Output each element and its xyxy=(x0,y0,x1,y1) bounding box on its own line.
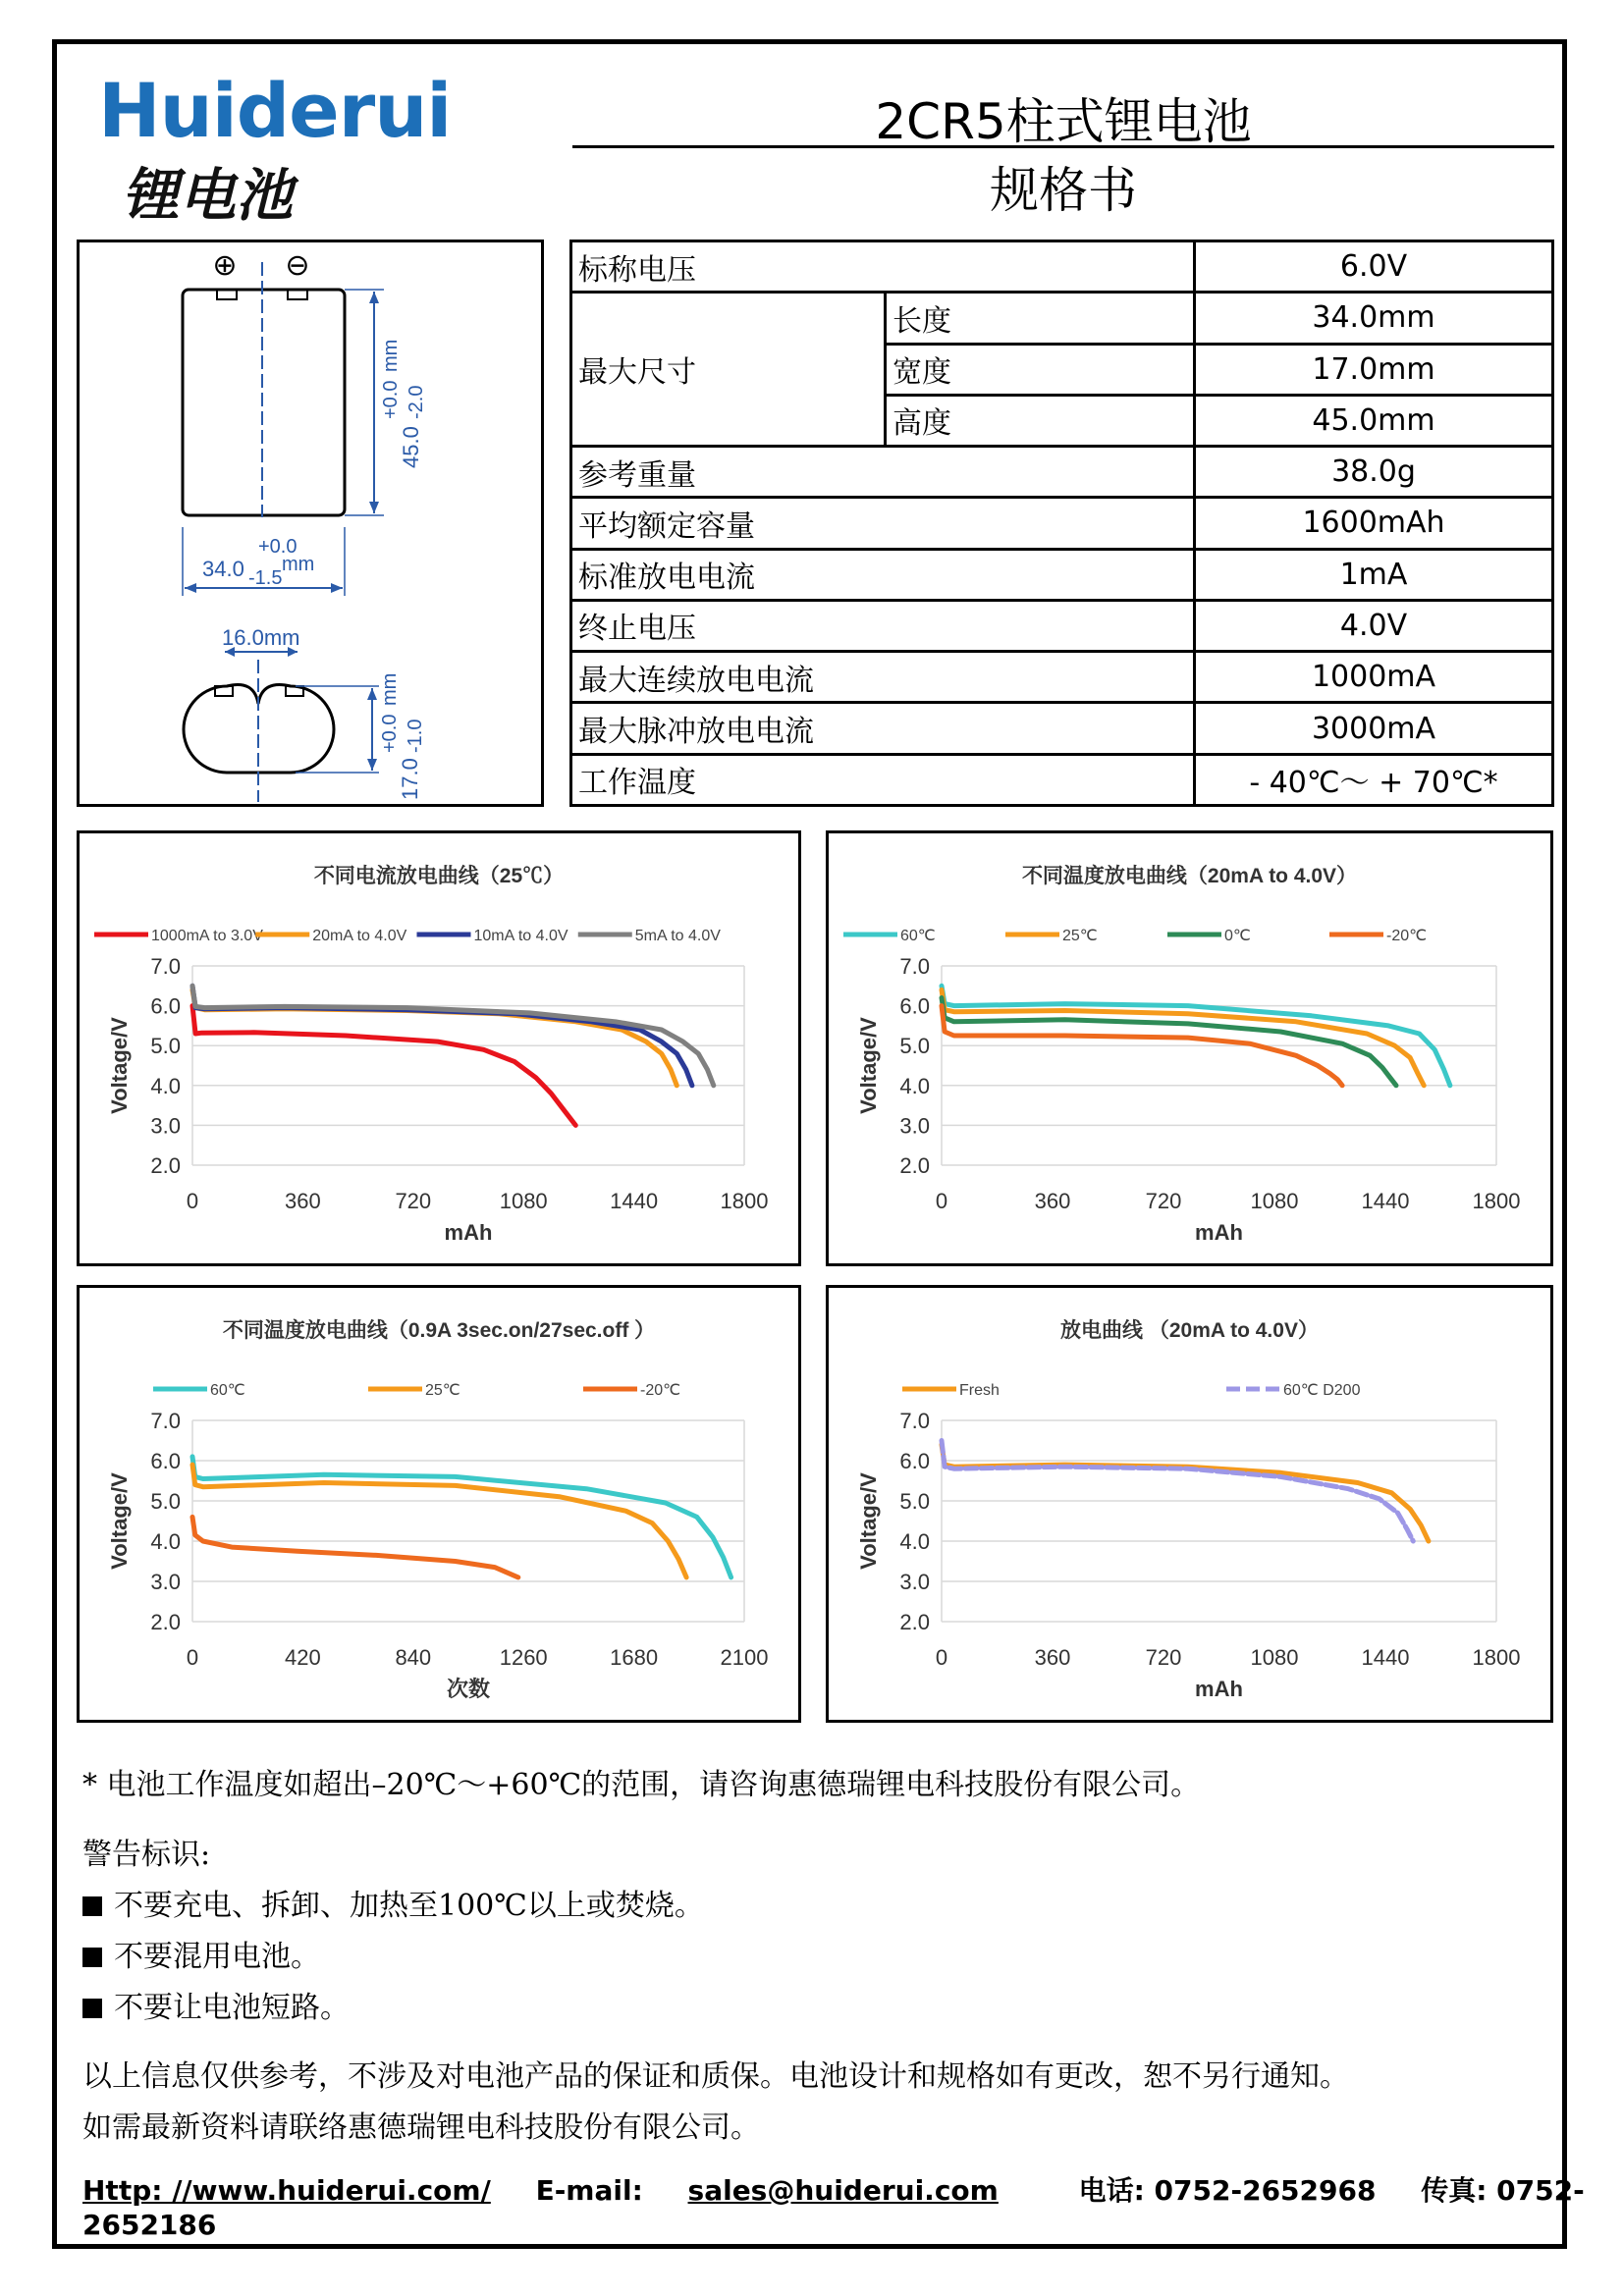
y-tick-label: 4.0 xyxy=(899,1073,930,1098)
x-tick-label: 1800 xyxy=(1472,1645,1521,1670)
spec-value: 4.0V xyxy=(1195,600,1553,651)
y-tick-label: 6.0 xyxy=(899,1449,930,1473)
chart-title: 不同温度放电曲线（20mA to 4.0V） xyxy=(1021,865,1358,887)
spec-sublabel: 宽度 xyxy=(886,344,1195,395)
spec-value: 45.0mm xyxy=(1195,395,1553,446)
depth-dim-label: 17.0 xyxy=(398,758,422,800)
x-tick-label: 360 xyxy=(1034,1645,1071,1670)
legend-entry: 60℃ xyxy=(210,1382,245,1399)
spec-value: 1600mAh xyxy=(1195,498,1553,549)
x-tick-label: 720 xyxy=(1145,1189,1182,1213)
chart-pulse-discharge xyxy=(77,1285,801,1723)
chart-svg xyxy=(829,833,1550,1263)
legend-entry: 20mA to 4.0V xyxy=(312,928,407,944)
x-axis-label: mAh xyxy=(1195,1677,1243,1701)
table-row xyxy=(571,549,1553,600)
series-line xyxy=(192,1517,518,1577)
height-dim-label: 45.0 xyxy=(399,426,423,468)
x-tick-label: 720 xyxy=(395,1189,432,1213)
y-tick-label: 4.0 xyxy=(150,1073,181,1098)
y-tick-label: 2.0 xyxy=(899,1153,930,1178)
spec-label: 平均额定容量 xyxy=(571,498,1195,549)
y-tick-label: 2.0 xyxy=(150,1610,181,1634)
height-unit: mm xyxy=(380,339,402,372)
width-unit: mm xyxy=(282,554,315,575)
spec-value: 1mA xyxy=(1195,549,1553,600)
warning-text: 不要混用电池。 xyxy=(114,1940,320,1974)
x-axis-label: 次数 xyxy=(446,1677,491,1701)
x-tick-label: 1080 xyxy=(1250,1189,1299,1213)
y-tick-label: 3.0 xyxy=(899,1113,930,1139)
width-tol-bot: -1.5 xyxy=(248,567,283,589)
y-tick-label: 7.0 xyxy=(899,954,930,979)
minus-terminal-icon: ⊖ xyxy=(285,249,310,282)
legend-entry: -20℃ xyxy=(1386,928,1428,944)
warning-text: 不要充电、拆卸、加热至100℃以上或焚烧。 xyxy=(114,1889,704,1923)
disclaimer-line: 如需最新资料请联络惠德瑞锂电科技股份有限公司。 xyxy=(82,2110,760,2145)
legend-entry: 25℃ xyxy=(1062,928,1098,944)
legend-entry: 10mA to 4.0V xyxy=(473,928,568,944)
spec-sublabel: 长度 xyxy=(886,293,1195,344)
depth-tol-bot: -1.0 xyxy=(405,719,426,753)
phone-number: 电话: 0752-2652968 xyxy=(1078,2174,1377,2207)
chart-temperature-discharge xyxy=(826,830,1553,1266)
spec-value: 38.0g xyxy=(1195,447,1553,498)
website-link[interactable]: Http: //www.huiderui.com/ xyxy=(82,2174,491,2207)
bullet-square-icon xyxy=(82,1896,102,1916)
spec-label: 标准放电电流 xyxy=(571,549,1195,600)
warning-title: 警告标识: xyxy=(82,1838,211,1872)
legend-entry: 60℃ D200 xyxy=(1283,1382,1361,1399)
x-tick-label: 1440 xyxy=(610,1189,659,1213)
spec-value: 1000mA xyxy=(1195,652,1553,703)
y-tick-label: 3.0 xyxy=(150,1570,181,1594)
y-tick-label: 7.0 xyxy=(150,954,181,979)
y-tick-label: 7.0 xyxy=(899,1409,930,1433)
y-tick-label: 4.0 xyxy=(150,1529,181,1554)
chart-svg xyxy=(80,833,798,1263)
spec-label: 终止电压 xyxy=(571,600,1195,651)
x-tick-label: 1080 xyxy=(1250,1645,1299,1670)
x-tick-label: 360 xyxy=(285,1189,321,1213)
width-tol-top: +0.0 xyxy=(258,536,298,558)
table-row xyxy=(571,703,1553,754)
spec-label: 最大脉冲放电电流 xyxy=(571,703,1195,754)
depth-tol-top: +0.0 xyxy=(379,714,401,753)
legend-entry: -20℃ xyxy=(640,1382,681,1399)
y-axis-label: Voltage/V xyxy=(107,1472,132,1570)
spec-label: 参考重量 xyxy=(571,447,1195,498)
legend-entry: 0℃ xyxy=(1224,928,1251,944)
chart-title: 不同电流放电曲线（25℃） xyxy=(313,865,565,887)
x-tick-label: 1800 xyxy=(1472,1189,1521,1213)
legend-entry: 60℃ xyxy=(900,928,936,944)
spec-label: 最大连续放电电流 xyxy=(571,652,1195,703)
brand-logo: Huiderui xyxy=(98,67,452,154)
x-tick-label: 1680 xyxy=(610,1645,659,1670)
chart-current-discharge xyxy=(77,830,801,1266)
x-axis-label: mAh xyxy=(444,1220,493,1245)
y-tick-label: 5.0 xyxy=(150,1034,181,1059)
x-tick-label: 1440 xyxy=(1361,1189,1410,1213)
y-tick-label: 6.0 xyxy=(150,1449,181,1473)
document-title: 2CR5柱式锂电池 xyxy=(875,93,1252,150)
y-tick-label: 3.0 xyxy=(899,1570,930,1594)
series-line xyxy=(192,986,692,1086)
series-line xyxy=(942,1441,1413,1542)
y-tick-label: 5.0 xyxy=(899,1489,930,1514)
y-tick-label: 5.0 xyxy=(150,1489,181,1514)
y-tick-label: 4.0 xyxy=(899,1529,930,1554)
fax-number: 传真: 0752-2652186 xyxy=(82,2174,1585,2241)
warning-item xyxy=(82,1932,320,1975)
spec-label: 标称电压 xyxy=(571,241,1195,293)
legend-entry: 1000mA to 3.0V xyxy=(151,928,263,944)
x-tick-label: 1260 xyxy=(499,1645,548,1670)
width-dim-label: 34.0 xyxy=(202,557,244,581)
y-tick-label: 5.0 xyxy=(899,1034,930,1059)
table-row xyxy=(571,652,1553,703)
y-axis-label: Voltage/V xyxy=(107,1017,132,1114)
plus-terminal-icon: ⊕ xyxy=(212,249,238,282)
chart-svg xyxy=(829,1288,1550,1720)
series-line xyxy=(192,1457,731,1577)
series-line xyxy=(192,1006,575,1126)
height-tol-top: +0.0 xyxy=(380,380,402,419)
spec-value: 17.0mm xyxy=(1195,344,1553,395)
series-line xyxy=(192,989,676,1085)
legend-entry: 25℃ xyxy=(425,1382,460,1399)
x-tick-label: 0 xyxy=(186,1189,199,1213)
contact-footer xyxy=(82,2169,1623,2241)
legend-entry: Fresh xyxy=(959,1382,1000,1399)
chart-svg xyxy=(80,1288,798,1720)
spec-label: 最大尺寸 xyxy=(571,293,886,447)
x-tick-label: 420 xyxy=(285,1645,321,1670)
title-divider xyxy=(572,145,1554,148)
table-row xyxy=(571,447,1553,498)
depth-unit: mm xyxy=(379,672,401,706)
height-tol-bot: -2.0 xyxy=(406,385,427,419)
email-link[interactable]: sales@huiderui.com xyxy=(687,2174,999,2207)
x-tick-label: 0 xyxy=(186,1645,199,1670)
chart-fresh-vs-aged xyxy=(826,1285,1553,1723)
legend-entry: 5mA to 4.0V xyxy=(634,928,721,944)
battery-dimension-diagram xyxy=(80,242,541,804)
y-tick-label: 6.0 xyxy=(150,993,181,1019)
chart-title: 不同温度放电曲线（0.9A 3sec.on/27sec.off ） xyxy=(222,1319,656,1342)
x-tick-label: 0 xyxy=(935,1189,948,1213)
disclaimer-line: 以上信息仅供参考，不涉及对电池产品的保证和质保。电池设计和规格如有更改，恕不另行通知。 xyxy=(82,2059,1349,2094)
table-row xyxy=(571,754,1553,805)
x-axis-label: mAh xyxy=(1195,1220,1243,1245)
y-tick-label: 7.0 xyxy=(150,1409,181,1433)
chart-title: 放电曲线 （20mA to 4.0V） xyxy=(1060,1319,1319,1342)
bullet-square-icon xyxy=(82,1999,102,2018)
y-tick-label: 3.0 xyxy=(150,1113,181,1139)
x-tick-label: 360 xyxy=(1034,1189,1071,1213)
spec-value: 34.0mm xyxy=(1195,293,1553,344)
x-tick-label: 720 xyxy=(1145,1645,1182,1670)
warning-text: 不要让电池短路。 xyxy=(114,1991,350,2025)
y-tick-label: 2.0 xyxy=(150,1153,181,1178)
pitch-dim-label: 16.0mm xyxy=(222,625,300,650)
table-row xyxy=(571,241,1553,293)
spec-label: 工作温度 xyxy=(571,754,1195,805)
y-axis-label: Voltage/V xyxy=(856,1017,881,1114)
battery-front-view xyxy=(183,290,345,515)
x-tick-label: 840 xyxy=(395,1645,432,1670)
table-row xyxy=(571,600,1553,651)
table-row xyxy=(571,498,1553,549)
spec-value: 6.0V xyxy=(1195,241,1553,293)
table-row xyxy=(571,293,1553,344)
temperature-note: * 电池工作温度如超出–20℃～+60℃的范围，请咨询惠德瑞锂电科技股份有限公司。 xyxy=(82,1768,1201,1802)
x-tick-label: 1440 xyxy=(1361,1645,1410,1670)
spec-value: 3000mA xyxy=(1195,703,1553,754)
warning-item xyxy=(82,1983,350,2026)
x-tick-label: 1080 xyxy=(499,1189,548,1213)
x-tick-label: 1800 xyxy=(720,1189,769,1213)
y-tick-label: 6.0 xyxy=(899,993,930,1019)
spec-table xyxy=(569,240,1554,807)
battery-drawing xyxy=(77,240,544,807)
y-axis-label: Voltage/V xyxy=(856,1472,881,1570)
y-tick-label: 2.0 xyxy=(899,1610,930,1634)
x-tick-label: 2100 xyxy=(720,1645,769,1670)
bullet-square-icon xyxy=(82,1948,102,1967)
x-tick-label: 0 xyxy=(935,1645,948,1670)
spec-value: - 40℃～ + 70℃* xyxy=(1195,754,1553,805)
document-subtitle: 规格书 xyxy=(990,162,1137,219)
spec-sublabel: 高度 xyxy=(886,395,1195,446)
brand-subtitle: 锂电池 xyxy=(122,162,294,229)
email-label: E-mail: xyxy=(535,2174,653,2207)
warning-item xyxy=(82,1881,704,1924)
